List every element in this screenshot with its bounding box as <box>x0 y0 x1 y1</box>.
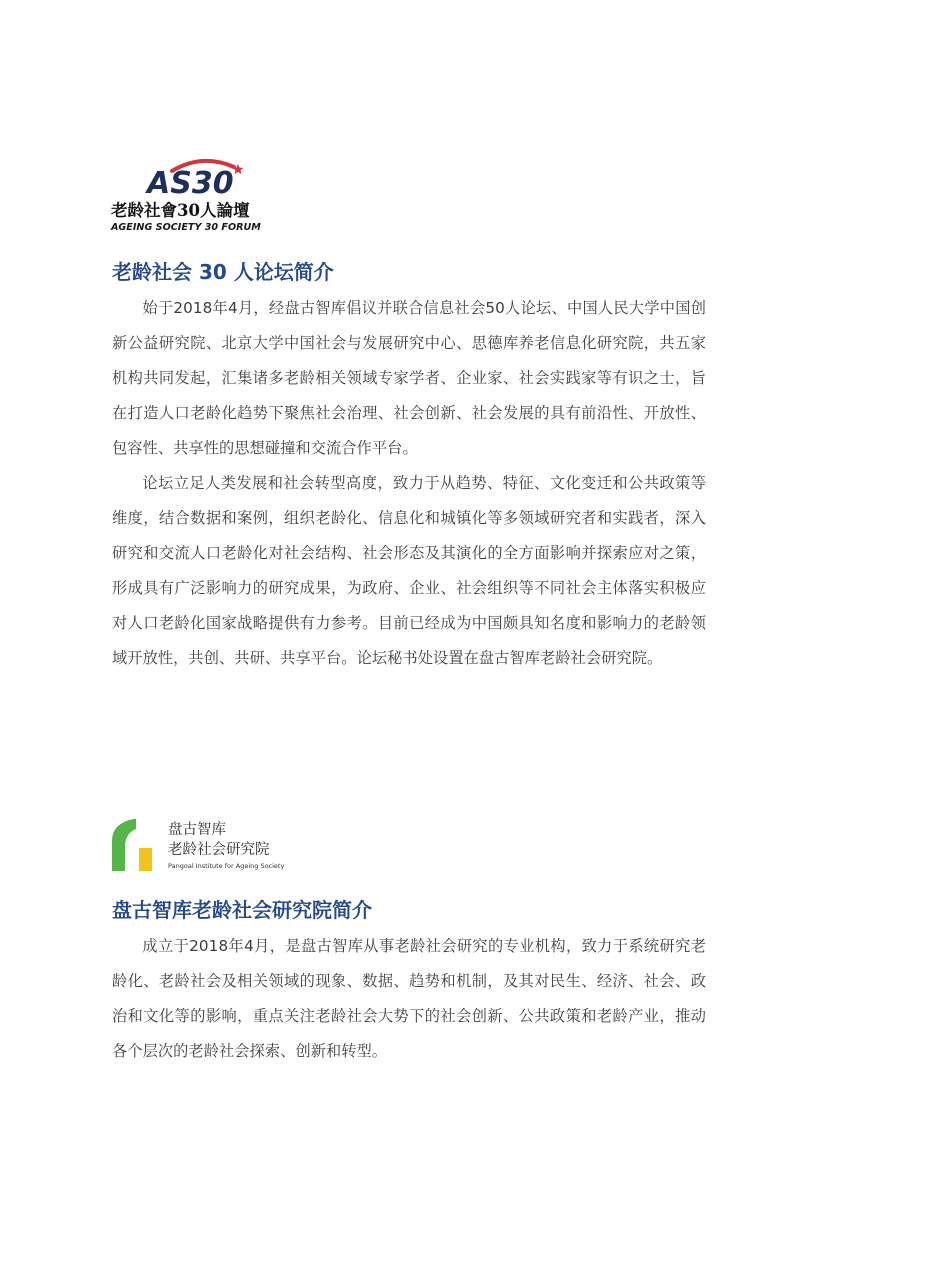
forum-paragraph-2: 论坛立足人类发展和社会转型高度，致力于从趋势、特征、文化变迁和公共政策等维度，结合数据和案例，组织老龄化、信息化和城镇化等多领域研究者和实践者，深入研究和交流人口老龄化对社会结构、社会形态及其演化的全方面影响并探索应对之策，形成具有广泛影响力的研究成果，为政府、企业、社会组织等不同社会主体落实积极应对人口老龄化国家战略提供有力参考。目前已经成为中国颇具知名度和影响力的老龄领域开放性，共创、共研、共享平台。论坛秘书处设置在盘古智库老龄社会研究院。 <box>112 474 706 667</box>
institute-logo-english: Pangoal Institute for Ageing Society <box>168 862 285 870</box>
institute-logo-name-line1: 盘古智库 <box>168 822 226 838</box>
logo-mark: AS30 <box>147 166 234 201</box>
institute-intro-body <box>112 929 706 1069</box>
forum-paragraph-1: 始于2018年4月，经盘古智库倡议并联合信息社会50人论坛、中国人民大学中国创新公益研究院、北京大学中国社会与发展研究中心、思德库养老信息化研究院，共五家机构共同发起，汇集诸多老龄相关领域专家学者、企业家、社会实践家等有识之士，旨在打造人口老龄化趋势下聚焦社会治理、社会创新、社会发展的具有前沿性、开放性、包容性、共享性的思想碰撞和交流合作平台。 <box>112 299 706 457</box>
logo-english: AGEING SOCIETY 30 FORUM <box>111 222 261 233</box>
institute-paragraph-1: 成立于2018年4月，是盘古智库从事老龄社会研究的专业机构，致力于系统研究老龄化、老龄社会及相关领域的现象、数据、趋势和机制，及其对民生、经济、社会、政治和文化等的影响，重点关注老龄社会大势下的社会创新、公共政策和老龄产业，推动各个层次的老龄社会探索、创新和转型。 <box>112 937 706 1060</box>
forum-intro-title: 老龄社会 30 人论坛简介 <box>112 260 334 284</box>
logo-green-arch-icon <box>112 819 136 871</box>
logo-yellow-block-icon <box>139 848 152 871</box>
logo-chinese: 老龄社會30人論壇 <box>111 201 250 220</box>
institute-intro-title: 盘古智库老龄社会研究院简介 <box>112 898 372 922</box>
as30-forum-logo <box>110 155 290 235</box>
institute-logo-name-line2: 老龄社会研究院 <box>168 842 270 858</box>
forum-intro-body <box>112 291 706 676</box>
